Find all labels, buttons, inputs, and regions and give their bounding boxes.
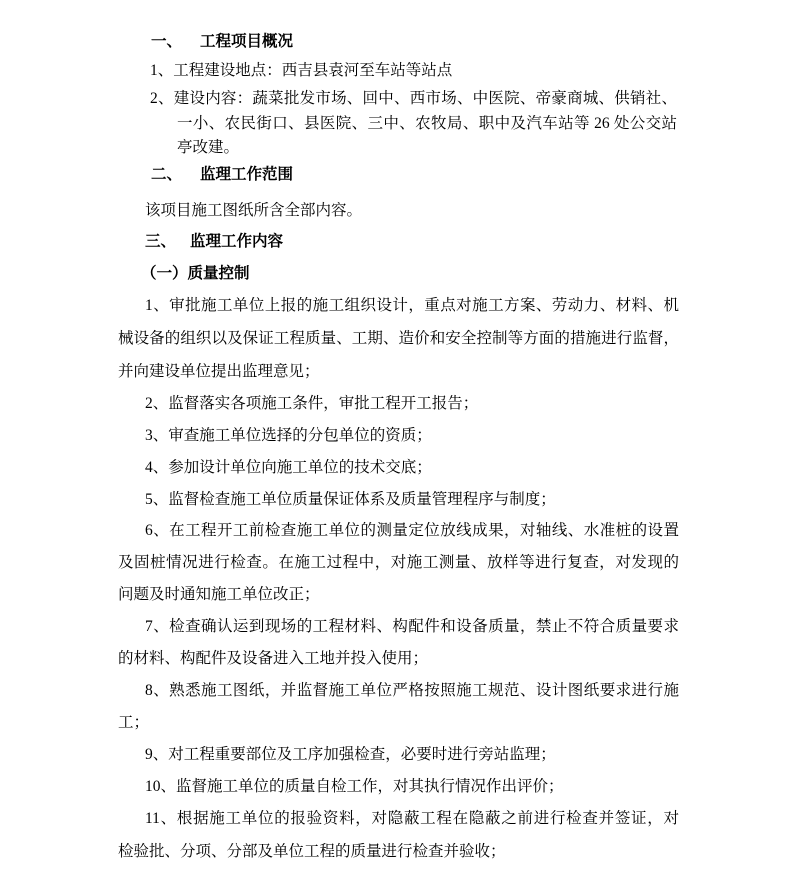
list-item-line: 检验批、分项、分部及单位工程的质量进行检查并验收； xyxy=(118,843,506,860)
list-item-line: 并向建设单位提出监理意见； xyxy=(118,363,320,380)
list-item-line: 2、监督落实各项施工条件，审批工程开工报告； xyxy=(145,395,479,412)
list-item-line: 4、参加设计单位向施工单位的技术交底； xyxy=(145,459,432,476)
list-item-line: 3、审查施工单位选择的分包单位的资质； xyxy=(145,427,432,444)
list-item-line: 1、审批施工单位上报的施工组织设计，重点对施工方案、劳动力、材料、机 xyxy=(145,297,679,314)
list-item-line: 5、监督检查施工单位质量保证体系及质量管理程序与制度； xyxy=(145,491,556,508)
section-number: 一、 xyxy=(151,33,183,50)
list-item-line: 亭改建。 xyxy=(177,139,240,156)
section-title: 工程项目概况 xyxy=(200,33,294,50)
section-number: 二、 xyxy=(151,166,183,183)
body-text: 该项目施工图纸所含全部内容。 xyxy=(145,202,363,219)
list-item-line: 械设备的组织以及保证工程质量、工期、造价和安全控制等方面的措施进行监督， xyxy=(118,330,679,347)
list-item-line: 1、工程建设地点：西吉县袁河至车站等站点 xyxy=(150,62,453,79)
list-item-line: 一小、农民街口、县医院、三中、农牧局、职中及汽车站等 26 处公交站 xyxy=(177,115,677,132)
section-title: 监理工作范围 xyxy=(200,166,294,183)
section-title: 监理工作内容 xyxy=(190,233,284,250)
list-item-line: 9、对工程重要部位及工序加强检查，必要时进行旁站监理； xyxy=(145,746,556,763)
list-item-line: 工； xyxy=(118,714,150,731)
list-item-line: 8、熟悉施工图纸，并监督施工单位严格按照施工规范、设计图纸要求进行施 xyxy=(145,682,679,699)
subsection-title: （一）质量控制 xyxy=(141,265,250,282)
list-item-line: 6、在工程开工前检查施工单位的测量定位放线成果，对轴线、水准桩的设置 xyxy=(145,522,679,539)
list-item-line: 11、根据施工单位的报验资料，对隐蔽工程在隐蔽之前进行检查并签证，对 xyxy=(145,810,679,827)
list-item-line: 7、检查确认运到现场的工程材料、构配件和设备质量，禁止不符合质量要求 xyxy=(145,618,679,635)
list-item-line: 及固桩情况进行检查。在施工过程中，对施工测量、放样等进行复查，对发现的 xyxy=(118,554,679,571)
list-item-line: 10、监督施工单位的质量自检工作，对其执行情况作出评价； xyxy=(145,778,564,795)
section-number: 三、 xyxy=(145,233,177,250)
list-item-line: 的材料、构配件及设备进入工地并投入使用； xyxy=(118,650,429,667)
list-item-line: 问题及时通知施工单位改正； xyxy=(118,586,320,603)
list-item-line: 2、建设内容：蔬菜批发市场、回中、西市场、中医院、帝豪商城、供销社、 xyxy=(150,90,677,107)
